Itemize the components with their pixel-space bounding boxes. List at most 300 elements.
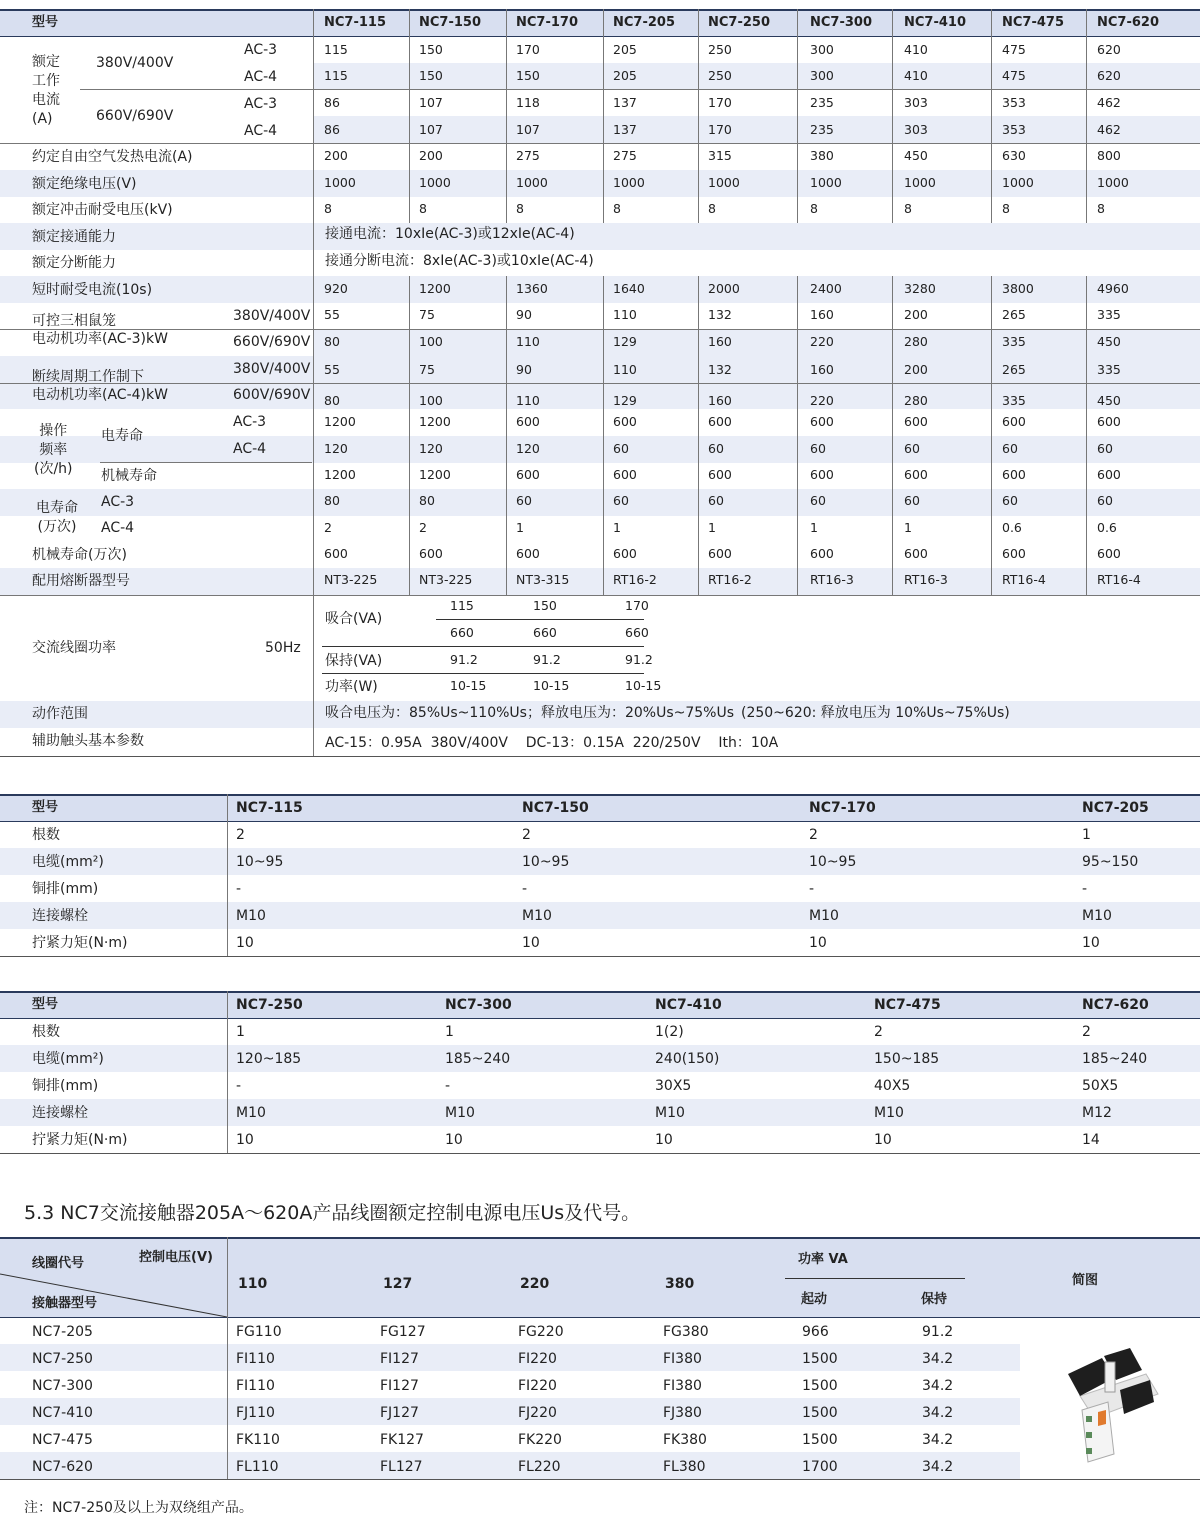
table-cell: 10: [874, 1132, 892, 1148]
table-cell: 110: [613, 307, 637, 322]
table-cell: 0.6: [1097, 520, 1117, 535]
table-cell: M10: [445, 1105, 475, 1121]
table-cell: 1000: [810, 175, 842, 190]
table-cell: 2400: [810, 281, 842, 296]
coil-code: FJ380: [663, 1405, 702, 1421]
table-cell: 14: [1082, 1132, 1100, 1148]
table-cell: 0.6: [1002, 520, 1022, 535]
table-cell: 1000: [904, 175, 936, 190]
contactor-model: NC7-300: [32, 1378, 93, 1394]
table-cell: 60: [516, 493, 532, 508]
table-cell: 205: [613, 42, 637, 57]
coil-code: FL127: [380, 1459, 423, 1475]
row-label: 额定分断能力: [32, 255, 116, 271]
table-cell: 240(150): [655, 1051, 720, 1067]
coil-code: FI380: [663, 1378, 702, 1394]
coil-code: FI127: [380, 1351, 419, 1367]
table-cell: 90: [516, 362, 532, 377]
coil-code: FL220: [518, 1459, 561, 1475]
breaking-capacity-text: 接通分断电流：8xIe(AC-3)或10xIe(AC-4): [325, 253, 594, 269]
coil-code: FI380: [663, 1351, 702, 1367]
table-cell: 300: [810, 42, 834, 57]
table-cell: 160: [708, 393, 732, 408]
table-cell: 1000: [324, 175, 356, 190]
row-label: 根数: [32, 827, 60, 843]
table-cell: 60: [1097, 441, 1113, 456]
table-cell: 8: [1002, 201, 1010, 216]
table-cell: 10: [1082, 935, 1100, 951]
table-cell: RT16-2: [613, 572, 657, 587]
table-cell: 55: [324, 362, 340, 377]
table-cell: 75: [419, 307, 435, 322]
table-cell: 235: [810, 122, 834, 137]
row-label: 短时耐受电流(10s): [32, 282, 153, 298]
row-label: 交流线圈功率: [32, 640, 116, 656]
table-cell: 600: [1002, 414, 1026, 429]
model-header: NC7-300: [810, 15, 872, 30]
ctrl-voltage-header: 控制电压(V): [139, 1250, 213, 1265]
table-cell: 10: [445, 1132, 463, 1148]
table-cell: 600: [613, 414, 637, 429]
intermittent-power-label: 断续周期工作制下 电动机功率(AC-4)kW: [32, 369, 168, 403]
table-cell: 265: [1002, 362, 1026, 377]
table-cell: M10: [874, 1105, 904, 1121]
contactor-model: NC7-205: [32, 1324, 93, 1340]
table-cell: 10: [236, 935, 254, 951]
table-cell: 335: [1002, 334, 1026, 349]
table-cell: M10: [236, 1105, 266, 1121]
table-cell: 2: [419, 520, 427, 535]
coil-code: FI127: [380, 1378, 419, 1394]
coil-power-value: 10-15: [625, 678, 662, 693]
table-cell: 2: [809, 827, 818, 843]
coil-code: FL380: [663, 1459, 706, 1475]
table-cell: 60: [708, 493, 724, 508]
row-label: 动作范围: [32, 706, 88, 722]
table-cell: 8: [904, 201, 912, 216]
table-cell: 1200: [324, 414, 356, 429]
model-header: NC7-410: [655, 997, 722, 1013]
table-cell: 600: [810, 467, 834, 482]
row-label: 辅助触头基本参数: [32, 733, 144, 749]
model-header: NC7-475: [874, 997, 941, 1013]
table-cell: 600: [1097, 414, 1121, 429]
making-capacity-text: 接通电流：10xIe(AC-3)或12xIe(AC-4): [325, 226, 575, 242]
table-cell: 1640: [613, 281, 645, 296]
table-cell: 60: [613, 493, 629, 508]
row-label: 电缆(mm²): [32, 1051, 104, 1067]
table-cell: 150~185: [874, 1051, 940, 1067]
table-cell: 303: [904, 95, 928, 110]
table-cell: 8: [419, 201, 427, 216]
table-cell: 1000: [516, 175, 548, 190]
model-header: NC7-300: [445, 997, 512, 1013]
table-cell: NT3-225: [324, 572, 378, 587]
table-cell: NT3-225: [419, 572, 473, 587]
coil-code: FG220: [518, 1324, 564, 1340]
table-cell: 1: [613, 520, 621, 535]
table-cell: 1200: [419, 281, 451, 296]
action-range-text: 吸合电压为：85%Us~110%Us；释放电压为：20%Us~75%Us: [325, 705, 735, 721]
table-cell: 86: [324, 122, 340, 137]
table-cell: 600: [324, 546, 348, 561]
table-cell: 120: [324, 441, 348, 456]
table-cell: 335: [1002, 393, 1026, 408]
contactor-model: NC7-250: [32, 1351, 93, 1367]
table-cell: 170: [708, 95, 732, 110]
table-cell: RT16-4: [1002, 572, 1046, 587]
category-label: AC-4: [244, 123, 278, 139]
table-cell: 1000: [1097, 175, 1129, 190]
table-cell: 600: [516, 414, 540, 429]
elec-life-label: 电寿命 (万次): [36, 500, 78, 535]
hold-power: 34.2: [922, 1459, 954, 1475]
table-cell: 300: [810, 68, 834, 83]
spec-table: [0, 0, 1200, 760]
table-cell: 2: [236, 827, 245, 843]
table-cell: 185~240: [1082, 1051, 1148, 1067]
row-label: 电缆(mm²): [32, 854, 104, 870]
coil-code: FG110: [236, 1324, 282, 1340]
table-cell: 410: [904, 42, 928, 57]
coil-pickup-value: 150: [533, 598, 557, 613]
table-cell: 60: [1002, 493, 1018, 508]
table-cell: 353: [1002, 122, 1026, 137]
category-label: AC-4: [101, 520, 135, 536]
contactor-model: NC7-475: [32, 1432, 93, 1448]
table-cell: 410: [904, 68, 928, 83]
coil-code: FL110: [236, 1459, 279, 1475]
table-cell: 10~95: [236, 854, 284, 870]
table-cell: 50X5: [1082, 1078, 1119, 1094]
coil-code-header: 线圈代号: [32, 1256, 85, 1271]
model-header: NC7-620: [1082, 997, 1149, 1013]
voltage-header: 110: [238, 1276, 268, 1292]
coil-code: FG380: [663, 1324, 709, 1340]
voltage-label: 660V/690V: [233, 334, 311, 350]
table-cell: 600: [708, 467, 732, 482]
row-label: 额定绝缘电压(V): [32, 176, 137, 192]
header-label: 型号: [32, 15, 59, 30]
coil-code: FI110: [236, 1351, 275, 1367]
hold-power: 34.2: [922, 1432, 954, 1448]
table-cell: 1000: [708, 175, 740, 190]
table-cell: 800: [1097, 148, 1121, 163]
table-cell: 60: [904, 441, 920, 456]
voltage-header: 127: [383, 1276, 413, 1292]
table-cell: RT16-3: [904, 572, 948, 587]
table-cell: 2000: [708, 281, 740, 296]
contactor-image: [1060, 1344, 1160, 1464]
table-cell: 150: [516, 68, 540, 83]
table-cell: 220: [810, 334, 834, 349]
table-cell: 250: [708, 42, 732, 57]
coil-power-value: 10-15: [533, 678, 570, 693]
model-header: NC7-170: [809, 800, 876, 816]
table-cell: 380: [810, 148, 834, 163]
table-cell: 600: [904, 467, 928, 482]
table-cell: 235: [810, 95, 834, 110]
table-cell: -: [1082, 881, 1088, 897]
table-cell: 475: [1002, 42, 1026, 57]
table-cell: 353: [1002, 95, 1026, 110]
table-cell: 120~185: [236, 1051, 302, 1067]
table-cell: -: [809, 881, 815, 897]
table-cell: 3280: [904, 281, 936, 296]
table-cell: 80: [324, 393, 340, 408]
table-cell: -: [445, 1078, 451, 1094]
table-cell: 170: [516, 42, 540, 57]
table-cell: 60: [708, 441, 724, 456]
table-cell: 450: [1097, 334, 1121, 349]
table-cell: 30X5: [655, 1078, 692, 1094]
table-cell: 86: [324, 95, 340, 110]
coil-power-label: 功率(W): [325, 679, 378, 695]
model-header: NC7-410: [904, 15, 966, 30]
table-cell: 1360: [516, 281, 548, 296]
table-cell: 600: [904, 414, 928, 429]
contactor-model: NC7-620: [32, 1459, 93, 1475]
row-label: 铜排(mm): [32, 881, 99, 897]
table-cell: 3800: [1002, 281, 1034, 296]
table-cell: 600: [419, 546, 443, 561]
table-cell: 315: [708, 148, 732, 163]
coil-hold-value: 91.2: [625, 652, 653, 667]
coil-code: FJ220: [518, 1405, 557, 1421]
coil-code: FJ127: [380, 1405, 419, 1421]
table-cell: 600: [810, 414, 834, 429]
table-cell: 4960: [1097, 281, 1129, 296]
model-header: NC7-205: [1082, 800, 1149, 816]
table-cell: 107: [419, 95, 443, 110]
table-cell: 1: [904, 520, 912, 535]
category-label: AC-3: [244, 42, 278, 58]
table-cell: 280: [904, 334, 928, 349]
table-cell: 60: [1002, 441, 1018, 456]
table-cell: 160: [708, 334, 732, 349]
footnote: 注：NC7-250及以上为双绕组产品。: [24, 1500, 253, 1516]
table-cell: 220: [810, 393, 834, 408]
voltage-header: 220: [520, 1276, 550, 1292]
table-cell: 107: [516, 122, 540, 137]
model-header: NC7-250: [708, 15, 770, 30]
row-label: 拧紧力矩(N·m): [32, 1132, 128, 1148]
table-cell: 462: [1097, 122, 1121, 137]
start-power: 1500: [802, 1351, 838, 1367]
model-header: NC7-115: [324, 15, 386, 30]
table-cell: 1: [445, 1024, 454, 1040]
coil-pickup-value: 660: [533, 625, 557, 640]
model-header: NC7-475: [1002, 15, 1064, 30]
table-cell: 185~240: [445, 1051, 511, 1067]
table-cell: 8: [810, 201, 818, 216]
table-cell: 600: [904, 546, 928, 561]
table-cell: 600: [708, 414, 732, 429]
start-header: 起动: [801, 1292, 828, 1307]
table-cell: 335: [1097, 362, 1121, 377]
table-cell: 303: [904, 122, 928, 137]
table-cell: 200: [904, 307, 928, 322]
model-header: NC7-115: [236, 800, 303, 816]
coil-code: FK127: [380, 1432, 424, 1448]
table-cell: 110: [613, 362, 637, 377]
category-label: AC-3: [233, 414, 267, 430]
row-label: 连接螺栓: [32, 1105, 88, 1121]
table-cell: 8: [516, 201, 524, 216]
table-cell: 600: [613, 467, 637, 482]
table-cell: 335: [1097, 307, 1121, 322]
table-cell: 10~95: [809, 854, 857, 870]
row-label: 铜排(mm): [32, 1078, 99, 1094]
table-cell: 60: [904, 493, 920, 508]
hold-power: 91.2: [922, 1324, 954, 1340]
table-cell: 160: [810, 307, 834, 322]
table-cell: 132: [708, 307, 732, 322]
table-cell: 1: [810, 520, 818, 535]
table-cell: 1(2): [655, 1024, 684, 1040]
row-label: 拧紧力矩(N·m): [32, 935, 128, 951]
contactor-model-header: 接触器型号: [32, 1296, 98, 1311]
table-cell: 280: [904, 393, 928, 408]
table-cell: 600: [1097, 467, 1121, 482]
table-cell: 475: [1002, 68, 1026, 83]
table-cell: 60: [810, 493, 826, 508]
table-cell: 600: [1097, 546, 1121, 561]
table-cell: 600: [1002, 467, 1026, 482]
table-cell: 60: [613, 441, 629, 456]
table-cell: 10~95: [522, 854, 570, 870]
contactor-model: NC7-410: [32, 1405, 93, 1421]
table-cell: 1200: [324, 467, 356, 482]
coil-hold-value: 91.2: [533, 652, 561, 667]
table-cell: 8: [324, 201, 332, 216]
start-power: 1500: [802, 1378, 838, 1394]
table-cell: 55: [324, 307, 340, 322]
table-cell: 600: [810, 546, 834, 561]
coil-code: FI220: [518, 1351, 557, 1367]
table-cell: 150: [419, 68, 443, 83]
aux-contact-text: AC-15：0.95A 380V/400V DC-13：0.15A 220/250V Ith：10A: [325, 735, 779, 751]
table-cell: 8: [708, 201, 716, 216]
table-cell: M10: [1082, 908, 1112, 924]
voltage-label: 660V/690V: [96, 108, 174, 124]
row-label: 连接螺栓: [32, 908, 88, 924]
model-header: NC7-150: [419, 15, 481, 30]
model-header: NC7-205: [613, 15, 675, 30]
start-power: 1500: [802, 1405, 838, 1421]
table-cell: 120: [419, 441, 443, 456]
table-cell: 600: [516, 467, 540, 482]
table-cell: 120: [516, 441, 540, 456]
table-cell: 115: [324, 42, 348, 57]
coil-code: FK110: [236, 1432, 280, 1448]
coil-pickup-value: 660: [450, 625, 474, 640]
op-frequency-label: 操作 频率 (次/h): [34, 423, 73, 477]
table-cell: 80: [324, 334, 340, 349]
table-cell: 100: [419, 393, 443, 408]
table-cell: 1: [1082, 827, 1091, 843]
hold-header: 保持: [921, 1292, 948, 1307]
action-range-extra: (250~620: 释放电压为 10%Us~75%Us): [741, 705, 1010, 721]
table-cell: 200: [324, 148, 348, 163]
coil-hold-label: 保持(VA): [325, 653, 383, 669]
table-cell: 10: [522, 935, 540, 951]
coil-code: FG127: [380, 1324, 426, 1340]
table-cell: 2: [522, 827, 531, 843]
table-cell: M10: [236, 908, 266, 924]
model-header: NC7-170: [516, 15, 578, 30]
table-cell: 170: [708, 122, 732, 137]
table-cell: RT16-4: [1097, 572, 1141, 587]
coil-code: FK380: [663, 1432, 707, 1448]
coil-code: FK220: [518, 1432, 562, 1448]
table-cell: NT3-315: [516, 572, 570, 587]
table-cell: 107: [419, 122, 443, 137]
hold-power: 34.2: [922, 1351, 954, 1367]
table-cell: 10: [655, 1132, 673, 1148]
table-cell: 60: [1097, 493, 1113, 508]
table-cell: 920: [324, 281, 348, 296]
table-cell: 200: [904, 362, 928, 377]
diagram-header: 简图: [1072, 1273, 1099, 1288]
model-header: NC7-150: [522, 800, 589, 816]
row-label: 约定自由空气发热电流(A): [32, 149, 193, 165]
table-cell: 600: [708, 546, 732, 561]
table-cell: 2: [874, 1024, 883, 1040]
table-cell: 8: [1097, 201, 1105, 216]
row-label: 配用熔断器型号: [32, 573, 130, 589]
row-label: 根数: [32, 1024, 60, 1040]
table-cell: 2: [324, 520, 332, 535]
table-cell: 200: [419, 148, 443, 163]
table-cell: 1000: [1002, 175, 1034, 190]
power-header: 功率 VA: [798, 1252, 848, 1267]
terminal-table-2: [0, 991, 1200, 1155]
table-cell: 132: [708, 362, 732, 377]
header-label: 型号: [32, 997, 59, 1012]
start-power: 1500: [802, 1432, 838, 1448]
table-cell: 205: [613, 68, 637, 83]
coil-code: FJ110: [236, 1405, 275, 1421]
category-label: AC-4: [233, 441, 267, 457]
table-cell: 620: [1097, 68, 1121, 83]
table-cell: RT16-2: [708, 572, 752, 587]
table-cell: 1000: [613, 175, 645, 190]
hold-power: 34.2: [922, 1405, 954, 1421]
row-label: 额定接通能力: [32, 229, 116, 245]
table-cell: 129: [613, 334, 637, 349]
voltage-label: 600V/690V: [233, 387, 311, 403]
table-cell: 160: [810, 362, 834, 377]
table-cell: RT16-3: [810, 572, 854, 587]
table-cell: 1: [708, 520, 716, 535]
table-cell: 75: [419, 362, 435, 377]
voltage-label: 380V/400V: [233, 361, 311, 377]
table-cell: M10: [522, 908, 552, 924]
category-label: AC-3: [244, 96, 278, 112]
table-cell: 80: [419, 493, 435, 508]
table-cell: 1000: [419, 175, 451, 190]
coil-hold-value: 91.2: [450, 652, 478, 667]
table-cell: 1: [516, 520, 524, 535]
table-cell: 100: [419, 334, 443, 349]
table-cell: 462: [1097, 95, 1121, 110]
table-cell: 80: [324, 493, 340, 508]
terminal-table-1: [0, 794, 1200, 958]
sub-label: 电寿命: [101, 428, 143, 444]
coil-pickup-label: 吸合(VA): [325, 611, 383, 627]
table-cell: 250: [708, 68, 732, 83]
